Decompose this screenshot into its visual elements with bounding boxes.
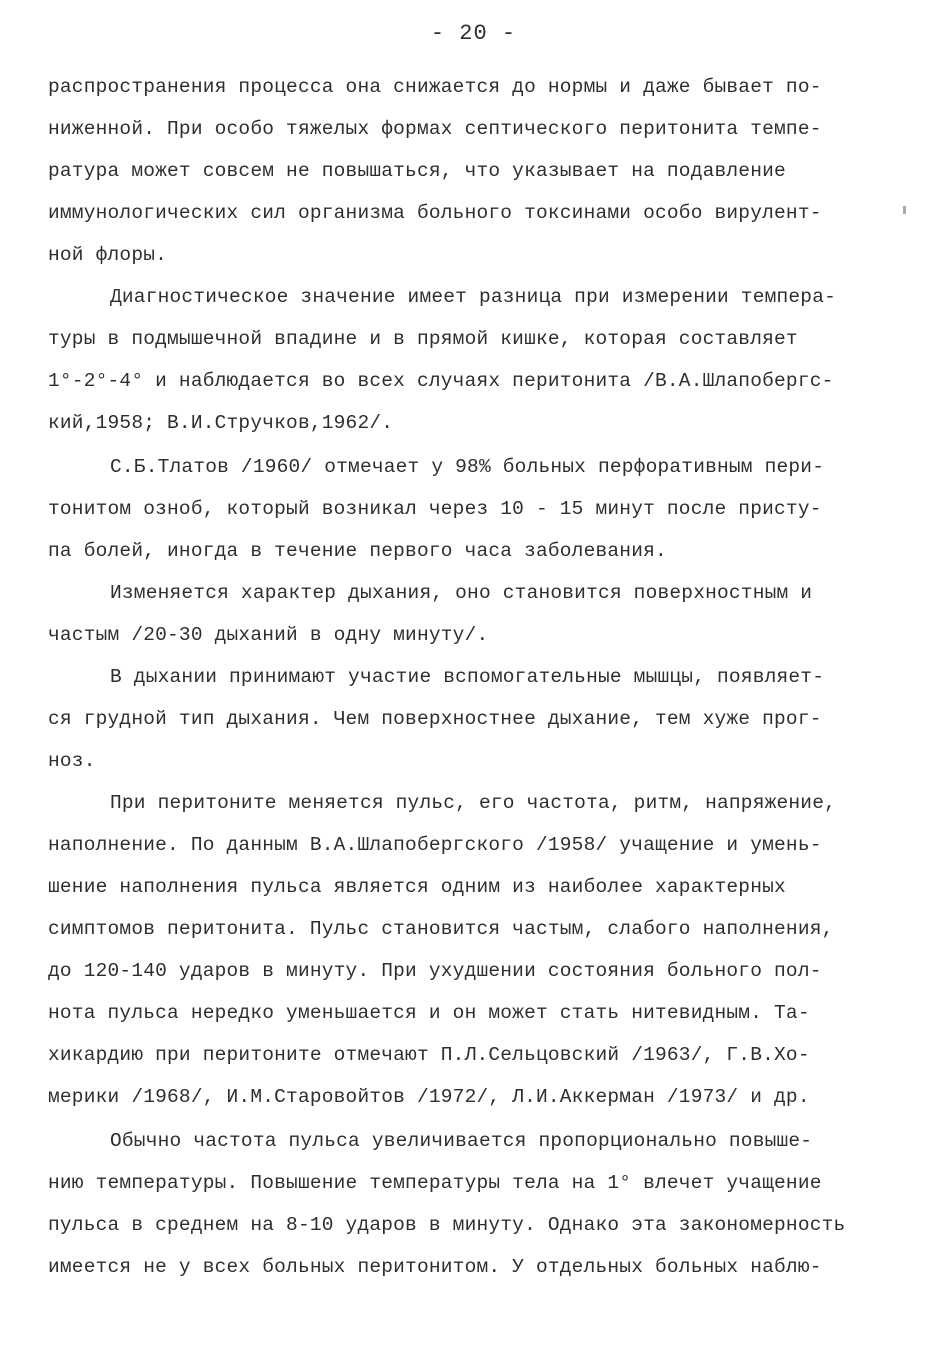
text-line: кий,1958; В.И.Стручков,1962/. [48, 412, 394, 434]
paragraph-start-line: Обычно частота пульса увеличивается пропорционально повыше- [110, 1130, 813, 1152]
text-line: тонитом озноб, который возникал через 10 - 15 минут после присту- [48, 498, 822, 520]
text-line: туры в подмышечной впадине и в прямой кишке, которая составляет [48, 328, 798, 350]
text-line: симптомов перитонита. Пульс становится частым, слабого наполнения, [48, 918, 834, 940]
paragraph-start-line: При перитоните меняется пульс, его частота, ритм, напряжение, [110, 792, 837, 814]
text-line: 1°-2°-4° и наблюдается во всех случаях перитонита /В.А.Шлапобергс- [48, 370, 834, 392]
text-line: па болей, иногда в течение первого часа заболевания. [48, 540, 667, 562]
page-number: - 20 - [430, 21, 517, 46]
text-line: хикардию при перитоните отмечают П.Л.Сельцовский /1963/, Г.В.Хо- [48, 1044, 810, 1066]
text-line: ся грудной тип дыхания. Чем поверхностнее дыхание, тем хуже прог- [48, 708, 822, 730]
text-line: имеется не у всех больных перитонитом. У отдельных больных наблю- [48, 1256, 822, 1278]
text-line: частым /20-30 дыханий в одну минуту/. [48, 624, 489, 646]
text-line: шение наполнения пульса является одним из наиболее характерных [48, 876, 786, 898]
text-line: ной флоры. [48, 244, 168, 266]
text-line: ратура может совсем не повышаться, что указывает на подавление [48, 160, 786, 182]
paragraph-start-line: Диагностическое значение имеет разница при измерении темпера- [110, 286, 837, 308]
text-line: нию температуры. Повышение температуры тела на 1° влечет учащение [48, 1172, 822, 1194]
text-line: ниженной. При особо тяжелых формах септического перитонита темпе- [48, 118, 822, 140]
text-line: иммунологических сил организма больного токсинами особо вирулент- [48, 202, 822, 224]
margin-mark [903, 206, 906, 214]
text-line: ноз. [48, 750, 96, 772]
text-line: мерики /1968/, И.М.Старовойтов /1972/, Л.И.Аккерман /1973/ и др. [48, 1086, 810, 1108]
paragraph-start-line: В дыхании принимают участие вспомогательные мышцы, появляет- [110, 666, 825, 688]
paragraph-start-line: С.Б.Тлатов /1960/ отмечает у 98% больных перфоративным пери- [110, 456, 825, 478]
text-line: пульса в среднем на 8-10 ударов в минуту. Однако эта закономерность [48, 1214, 846, 1236]
text-line: распространения процесса она снижается до нормы и даже бывает по- [48, 76, 822, 98]
text-line: нота пульса нередко уменьшается и он может стать нитевидным. Та- [48, 1002, 810, 1024]
text-line: до 120-140 ударов в минуту. При ухудшении состояния больного пол- [48, 960, 822, 982]
text-line: наполнение. По данным В.А.Шлапобергского /1958/ учащение и умень- [48, 834, 822, 856]
paragraph-start-line: Изменяется характер дыхания, оно становится поверхностным и [110, 582, 813, 604]
